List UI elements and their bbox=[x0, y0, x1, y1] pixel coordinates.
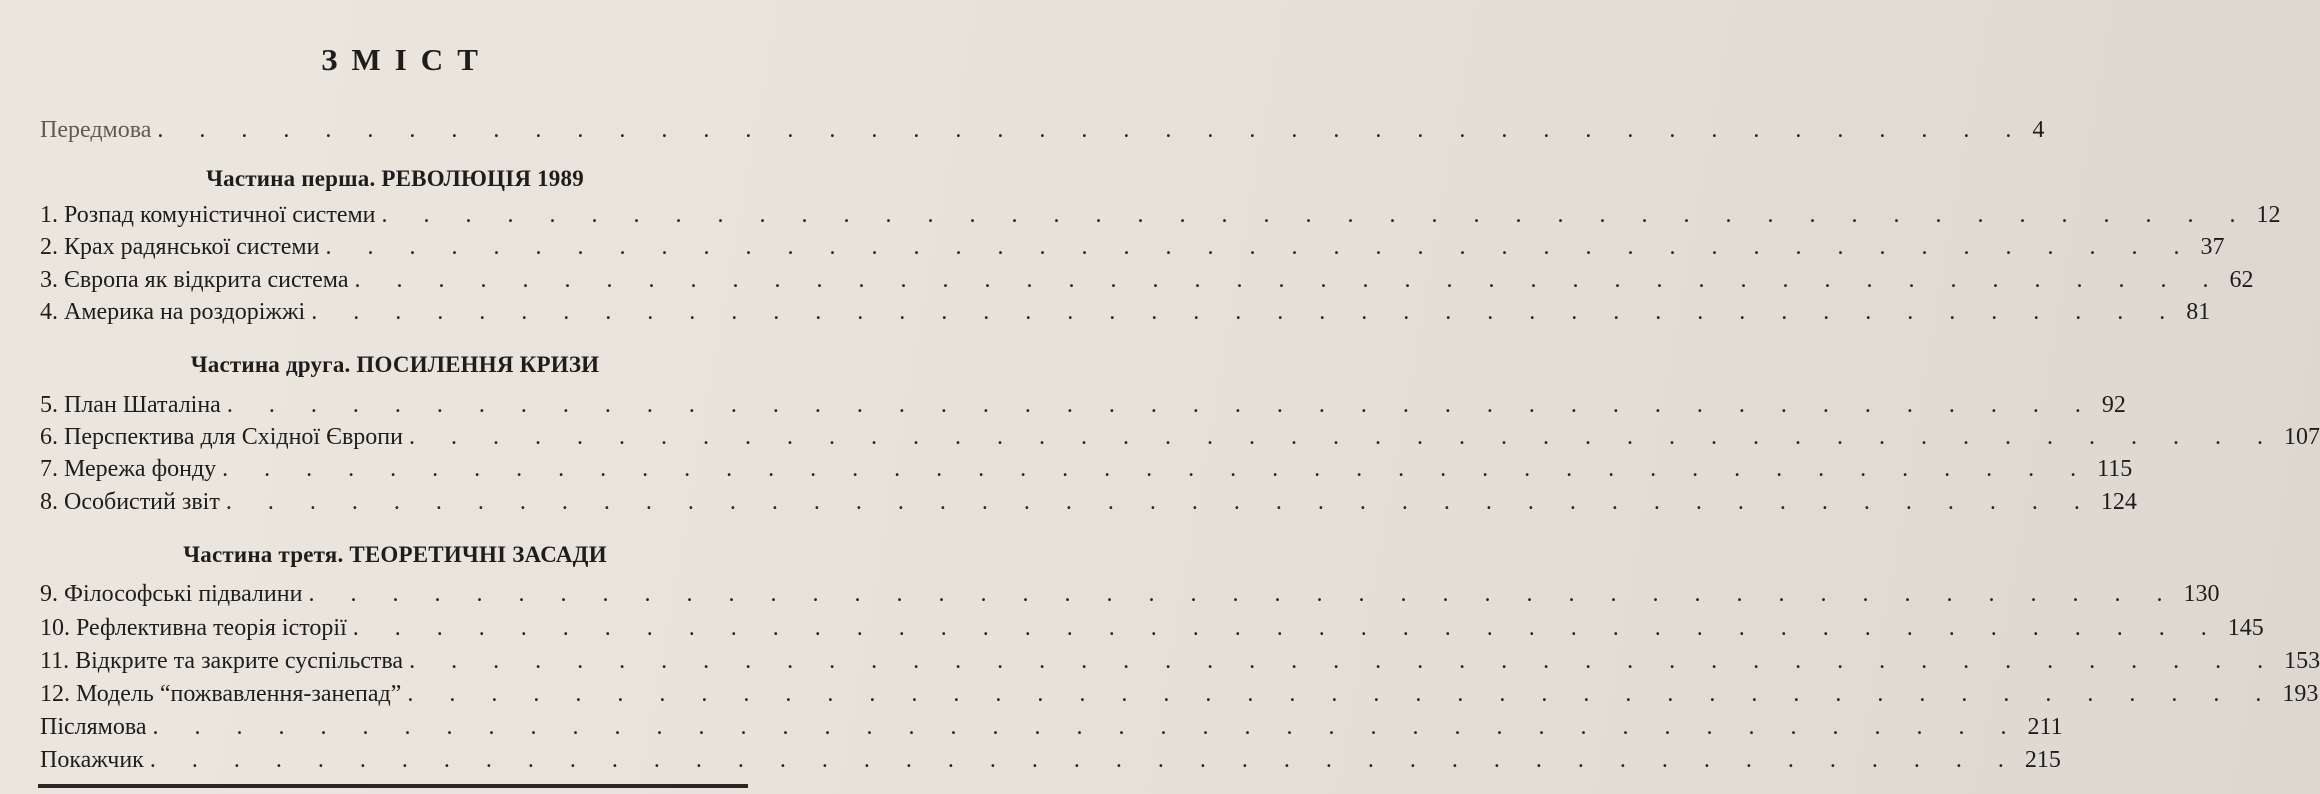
toc-entry-label: 4. Америка на роздоріжжі bbox=[40, 299, 306, 325]
toc-entry-page: 12 bbox=[2256, 202, 2281, 228]
toc-entry-label: 5. План Шаталіна bbox=[40, 392, 221, 418]
toc-entry-preface[interactable] bbox=[40, 114, 2045, 146]
dot-leader: . . . . . . . . . . . . . . . . . . . . . . . . . . . . . . . . . . . . . . . . . . . . . bbox=[407, 681, 2277, 707]
part-title-2: Частина друга. ПОСИЛЕННЯ КРИЗИ bbox=[190, 352, 600, 377]
toc-entry[interactable] bbox=[40, 612, 2264, 644]
dot-leader: . . . . . . . . . . . . . . . . . . . . . . . . . . . . . . . . . . . . . . . . . . . . . bbox=[311, 299, 2181, 325]
dot-leader: . . . . . . . . . . . . . . . . . . . . . . . . . . . . . . . . . . . . . . . . . . . . . bbox=[408, 424, 2278, 450]
toc-entry[interactable] bbox=[40, 486, 2137, 518]
toc-entry-label: 3. Європа як відкрита система bbox=[40, 267, 349, 293]
toc-entry-label: 2. Крах радянської системи bbox=[40, 234, 320, 260]
dot-leader: . . . . . . . . . . . . . . . . . . . . . . . . . . . . . . . . . . . . . . . . . . . . . bbox=[352, 615, 2222, 641]
toc-entry[interactable] bbox=[40, 231, 2225, 263]
toc-entry-page: 4 bbox=[2032, 117, 2045, 143]
toc-entry-label: Післямова bbox=[40, 714, 147, 740]
dot-leader: . . . . . . . . . . . . . . . . . . . . . . . . . . . . . . . . . . . . . . . . . . . . . bbox=[325, 234, 2195, 260]
toc-entry-page: 37 bbox=[2200, 234, 2225, 260]
toc-entry-label: 9. Філософські підвалини bbox=[40, 581, 303, 607]
dot-leader: . . . . . . . . . . . . . . . . . . . . . . . . . . . . . . . . . . . . . . . . . . . . . bbox=[225, 489, 2095, 515]
dot-leader: . . . . . . . . . . . . . . . . . . . . . . . . . . . . . . . . . . . . . . . . . . . . . bbox=[149, 747, 2019, 773]
toc-entry[interactable] bbox=[40, 296, 2211, 328]
dot-leader: . . . . . . . . . . . . . . . . . . . . . . . . . . . . . . . . . . . . . . . . . . . . . bbox=[222, 456, 2092, 482]
toc-entry-page: 115 bbox=[2097, 456, 2133, 482]
bottom-rule bbox=[38, 784, 748, 788]
toc-entry-page: 193 bbox=[2282, 681, 2319, 707]
toc-entry-page: 153 bbox=[2284, 648, 2320, 674]
toc-entry-label: Покажчик bbox=[40, 747, 144, 773]
page-title: ЗМІСТ bbox=[321, 42, 492, 77]
toc-entry[interactable] bbox=[40, 578, 2220, 610]
toc-entry[interactable] bbox=[40, 421, 2320, 453]
toc-entry-label: 6. Перспектива для Східної Європи bbox=[40, 424, 403, 450]
part-title-1: Частина перша. РЕВОЛЮЦІЯ 1989 bbox=[206, 166, 584, 191]
toc-entry-label: 1. Розпад комуністичної системи bbox=[40, 202, 376, 228]
dot-leader: . . . . . . . . . . . . . . . . . . . . . . . . . . . . . . . . . . . . . . . . . . . . . bbox=[157, 117, 2027, 143]
toc-entry-page: 215 bbox=[2024, 747, 2061, 773]
toc-entry[interactable] bbox=[40, 453, 2133, 485]
toc-entry[interactable] bbox=[40, 678, 2319, 710]
dot-leader: . . . . . . . . . . . . . . . . . . . . . . . . . . . . . . . . . . . . . . . . . . . . . bbox=[354, 267, 2224, 293]
dot-leader: . . . . . . . . . . . . . . . . . . . . . . . . . . . . . . . . . . . . . . . . . . . . . bbox=[409, 648, 2279, 674]
dot-leader: . . . . . . . . . . . . . . . . . . . . . . . . . . . . . . . . . . . . . . . . . . . . . bbox=[381, 202, 2251, 228]
toc-entry[interactable] bbox=[40, 264, 2254, 296]
toc-entry-page: 92 bbox=[2101, 392, 2126, 418]
part-title-3: Частина третя. ТЕОРЕТИЧНІ ЗАСАДИ bbox=[183, 542, 607, 567]
toc-entry-label: 8. Особистий звіт bbox=[40, 489, 220, 515]
dot-leader: . . . . . . . . . . . . . . . . . . . . . . . . . . . . . . . . . . . . . . . . . . . . . bbox=[308, 581, 2178, 607]
toc-entry-page: 62 bbox=[2229, 267, 2254, 293]
dot-leader: . . . . . . . . . . . . . . . . . . . . . . . . . . . . . . . . . . . . . . . . . . . . . bbox=[152, 714, 2022, 740]
toc-entry-page: 130 bbox=[2183, 581, 2220, 607]
toc-entry[interactable] bbox=[40, 389, 2126, 421]
toc-entry-page: 107 bbox=[2283, 424, 2320, 450]
toc-entry-label: 11. Відкрите та закрите суспільства bbox=[40, 648, 404, 674]
toc-entry-afterword[interactable] bbox=[40, 711, 2063, 743]
toc-entry-label: 10. Рефлективна теорія історії bbox=[40, 615, 347, 641]
toc-entry-page: 124 bbox=[2100, 489, 2137, 515]
toc-entry[interactable] bbox=[40, 199, 2281, 231]
toc-entry-label: Передмова bbox=[40, 117, 152, 143]
toc-entry-page: 145 bbox=[2227, 615, 2264, 641]
toc-entry[interactable] bbox=[40, 645, 2320, 677]
toc-entry-label: 12. Модель “пожвавлення-занепад” bbox=[40, 681, 402, 707]
toc-entry-index[interactable] bbox=[40, 744, 2061, 776]
toc-entry-page: 81 bbox=[2186, 299, 2211, 325]
dot-leader: . . . . . . . . . . . . . . . . . . . . . . . . . . . . . . . . . . . . . . . . . . . . . bbox=[226, 392, 2096, 418]
toc-entry-page: 211 bbox=[2027, 714, 2063, 740]
toc-entry-label: 7. Мережа фонду bbox=[40, 456, 217, 482]
